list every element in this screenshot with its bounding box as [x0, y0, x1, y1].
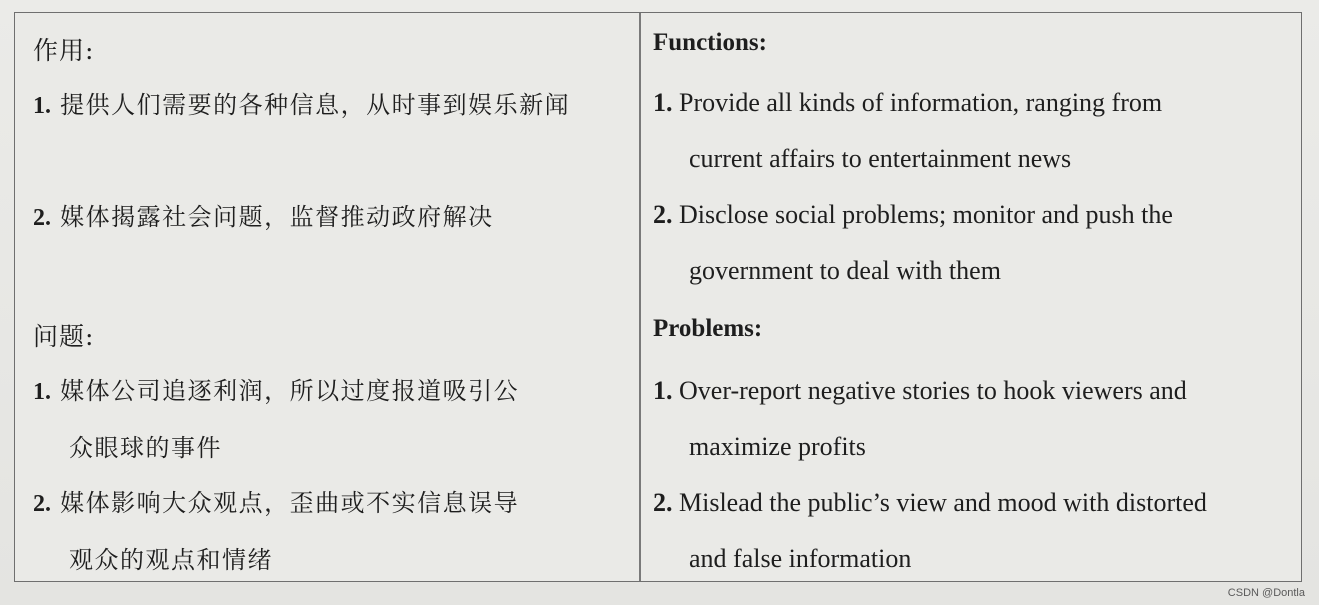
- english-column: [641, 13, 1301, 581]
- watermark: CSDN @Dontla: [1227, 587, 1305, 599]
- item-text-continued: 观众的观点和情绪: [69, 546, 273, 574]
- item-number: 1.: [33, 93, 51, 119]
- functions-heading-zh: 作用:: [33, 36, 95, 65]
- item-first-line: [653, 475, 1207, 531]
- item-number: 2.: [33, 491, 51, 517]
- item-text-continued: and false information: [689, 544, 912, 573]
- item-first-line: [653, 75, 1162, 131]
- function-item-en-1: [653, 75, 1162, 187]
- problem-item-en-2: [653, 475, 1207, 587]
- item-number: 1.: [653, 376, 673, 405]
- item-text: Over-report negative stories to hook viewers and: [679, 376, 1187, 405]
- chinese-column: [15, 13, 639, 581]
- item-number: 2.: [653, 200, 673, 229]
- item-text-continued: current affairs to entertainment news: [689, 144, 1072, 173]
- item-text: Mislead the public’s view and mood with distorted: [679, 488, 1207, 517]
- item-number: 2.: [653, 488, 673, 517]
- problem-item-zh-2: [33, 475, 519, 588]
- item-first-line: [653, 363, 1187, 419]
- problems-heading-zh: 问题:: [33, 322, 95, 351]
- problem-item-zh-1: [33, 363, 519, 476]
- item-number: 1.: [33, 379, 51, 405]
- problems-heading-en: Problems:: [653, 315, 763, 342]
- item-text-continued: government to deal with them: [689, 256, 1001, 285]
- item-number: 1.: [653, 88, 673, 117]
- item-text: 提供人们需要的各种信息，从时事到娱乐新闻: [60, 91, 571, 119]
- bilingual-table: [14, 12, 1302, 582]
- item-text-continued: 众眼球的事件: [69, 434, 222, 462]
- function-item-zh-1: [33, 77, 570, 134]
- item-first-line: [653, 187, 1173, 243]
- item-text: 媒体公司追逐利润，所以过度报道吸引公: [60, 377, 520, 405]
- item-text: 媒体影响大众观点，歪曲或不实信息误导: [60, 489, 520, 517]
- item-text: Disclose social problems; monitor and push the: [679, 200, 1173, 229]
- function-item-zh-2: [33, 189, 494, 246]
- item-text-continued: maximize profits: [689, 432, 866, 461]
- item-number: 2.: [33, 205, 51, 231]
- function-item-en-2: [653, 187, 1173, 299]
- functions-heading-en: Functions:: [653, 29, 767, 56]
- item-text: 媒体揭露社会问题，监督推动政府解决: [60, 203, 494, 231]
- problem-item-en-1: [653, 363, 1187, 475]
- item-text: Provide all kinds of information, ranging from: [679, 88, 1163, 117]
